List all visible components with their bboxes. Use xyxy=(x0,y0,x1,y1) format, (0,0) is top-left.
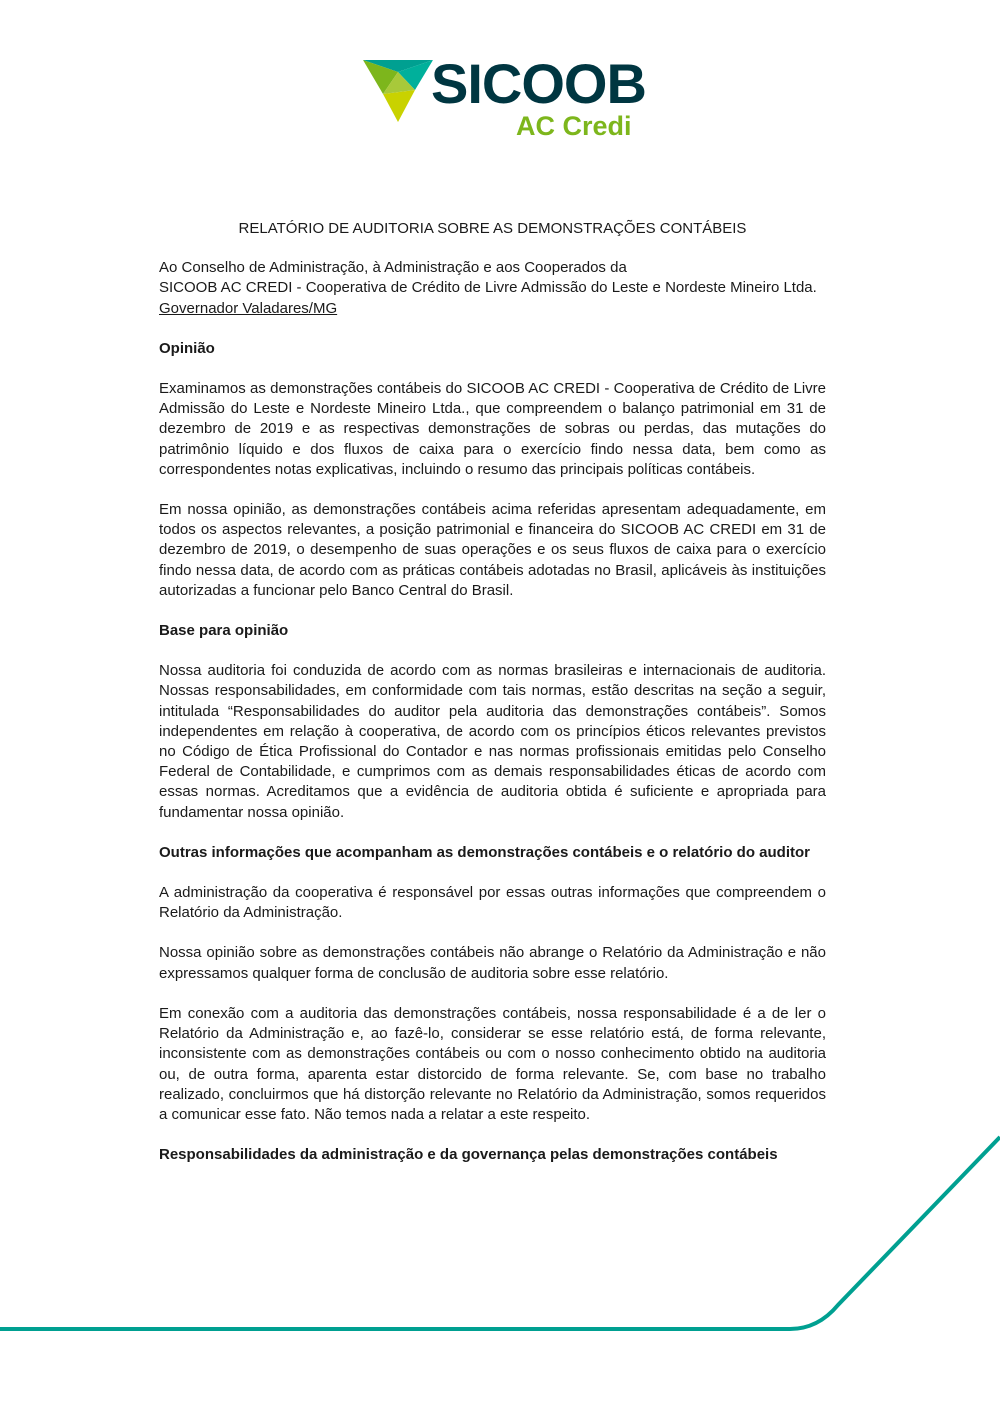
addressee-line-1: Ao Conselho de Administração, à Administração e aos Cooperados da xyxy=(159,259,627,277)
heading-basis: Base para opinião xyxy=(159,622,289,640)
heading-other-info: Outras informações que acompanham as demonstrações contábeis e o relatório do auditor xyxy=(159,843,810,861)
other-info-paragraph-2: Nossa opinião sobre as demonstrações contábeis não abrange o Relatório da Administração e não expressamos qualquer forma de conclusão de auditoria sobre esse relatório. xyxy=(159,944,826,982)
opinion-paragraph-1: Examinamos as demonstrações contábeis do SICOOB AC CREDI - Cooperativa de Crédito de Livre Admissão do Leste e Nordeste Mineiro Ltda., que compreendem o balanço patrimonial em 31 de dezembro de 2019 e as respectivas demonstrações de sobras ou perdas, das mutações do patrimônio líquido e dos fluxos de caixa para o exercício findo nessa data, bem como as correspondentes notas explicativas, incluindo o resumo das principais políticas contábeis. xyxy=(159,380,826,478)
other-info-paragraph-1: A administração da cooperativa é responsável por essas outras informações que compreendem o Relatório da Administração. xyxy=(159,884,826,922)
addressee-city: Governador Valadares/MG xyxy=(159,299,338,317)
heading-opinion: Opinião xyxy=(159,339,215,357)
other-info-paragraph-3: Em conexão com a auditoria das demonstrações contábeis, nossa responsabilidade é a de ler o Relatório da Administração e, ao fazê-lo, considerar se esse relatório está, de forma relevante, inconsistente com as demonstrações contábeis ou com o nosso conhecimento obtido na auditoria ou, de outra forma, aparenta estar distorcido de forma relevante. Se, com base no trabalho realizado, concluirmos que há distorção relevante no Relatório da Administração, somos requeridos a comunicar esse fato. Não temos nada a relatar a este respeito. xyxy=(159,1004,826,1123)
brand-name: SICOOB xyxy=(431,52,646,115)
opinion-paragraph-2: Em nossa opinião, as demonstrações contábeis acima referidas apresentam adequadamente, em todos os aspectos relevantes, a posição patrimonial e financeira do SICOOB AC CREDI em 31 de dezembro de 2019, o desempenho de suas operações e os seus fluxos de caixa para o exercício findo nessa data, de acordo com as práticas contábeis adotadas no Brasil, aplicáveis às instituições autorizadas a funcionar pelo Banco Central do Brasil. xyxy=(159,501,826,599)
report-title: RELATÓRIO DE AUDITORIA SOBRE AS DEMONSTRAÇÕES CONTÁBEIS xyxy=(238,220,747,237)
brand-sub: AC Credi xyxy=(516,111,632,141)
basis-paragraph-1: Nossa auditoria foi conduzida de acordo com as normas brasileiras e internacionais de auditoria. Nossas responsabilidades, em conformidade com tais normas, estão descritas na seção a seguir, intitulada “Responsabilidades do auditor pela auditoria das demonstrações contábeis”. Somos independentes em relação à cooperativa, de acordo com os princípios éticos relevantes previstos no Código de Ética Profissional do Contador e nas normas profissionais emitidas pelo Conselho Federal de Contabilidade, e cumprimos com as demais responsabilidades éticas de acordo com essas normas. Acreditamos que a evidência de auditoria obtida é suficiente e apropriada para fundamentar nossa opinião. xyxy=(159,662,826,821)
heading-responsibilities: Responsabilidades da administração e da governança pelas demonstrações contábeis xyxy=(159,1146,778,1164)
addressee-line-2: SICOOB AC CREDI - Cooperativa de Crédito de Livre Admissão do Leste e Nordeste Mineiro Ltda. xyxy=(159,279,817,297)
